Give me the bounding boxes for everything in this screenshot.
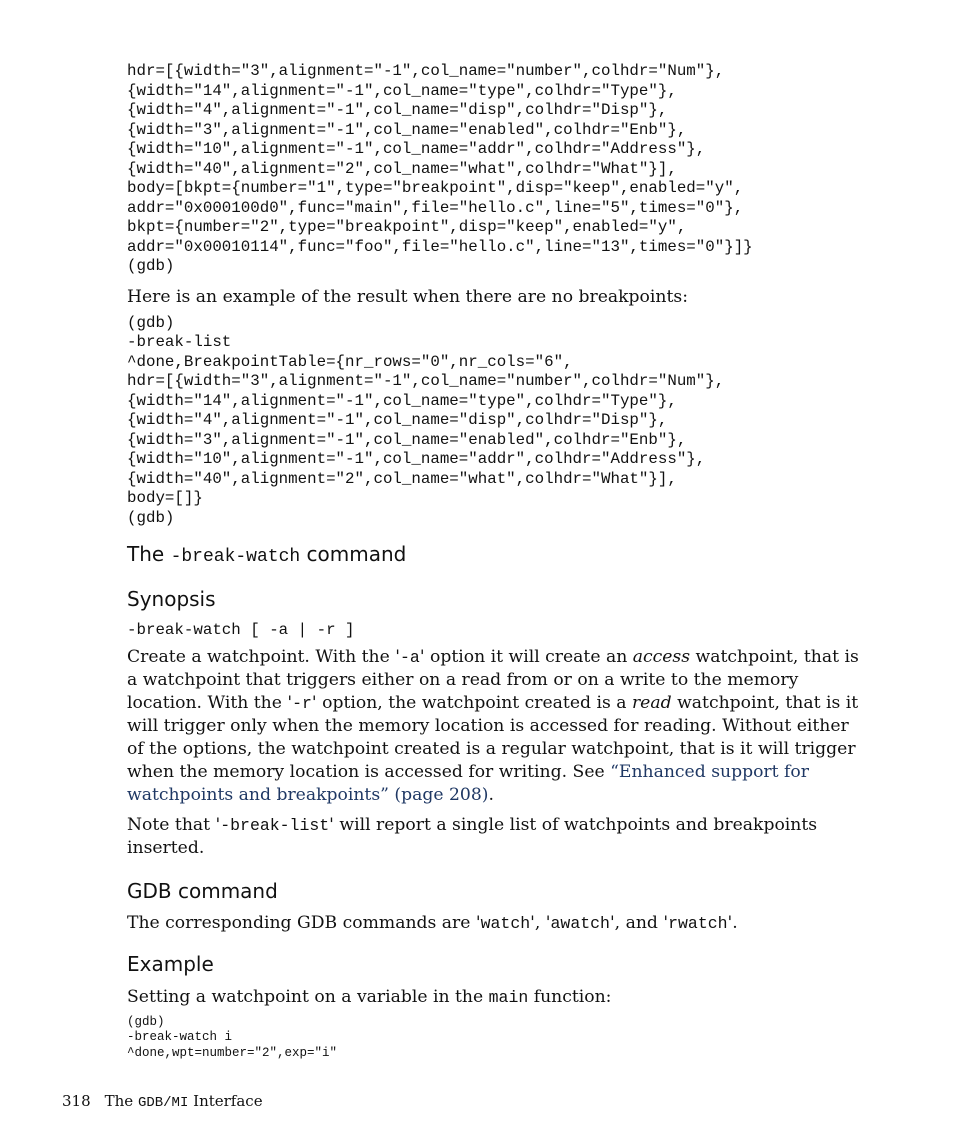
gdb-command-paragraph: The corresponding GDB commands are 'watch', 'awatch', and 'rwatch'. — [127, 912, 738, 933]
example-paragraph: Setting a watchpoint on a variable in the main function: — [127, 986, 612, 1007]
page-number: 318 — [62, 1092, 91, 1110]
description-paragraph: Create a watchpoint. With the '-a' option it will create an access watchpoint, that is a watchpoint that triggers either on a read from or on a write to the memory location. With the '-r' option, the watchpoint created is a read watchpoint, that is it will trigger only when the memory location is accessed for reading. Without either of the options, the watchpoint created is a regular watchpoint, that is it will trigger when the memory location is accessed for writing. See “Enhanced support for watchpoints and breakpoints” (page 208). — [127, 646, 859, 805]
example-heading: Example — [127, 951, 214, 976]
xref-link-watchpoints[interactable]: “Enhanced support for watchpoints and breakpoints” (page 208) — [127, 761, 809, 805]
gdb-command-heading: GDB command — [127, 878, 278, 903]
section-heading: The -break-watch command — [127, 542, 407, 567]
page-content — [127, 62, 867, 1061]
synopsis-heading: Synopsis — [127, 587, 216, 611]
page-footer: 318 The GDB/MI Interface — [62, 1092, 263, 1111]
code-block-hdr-body: hdr=[{width="3",alignment="-1",col_name="number",colhdr="Num"}, {width="14",alignment="-1",col_name="type",colhdr="Type"}, {width="4",alignment="-1",col_name="disp",colhdr="Disp"}, {width="3",alignment="-1",col_name="enabled",colhdr="Enb"}, {width="10",alignment="-1",col_name="addr",colhdr="Address"}, {width="40",alignment="2",col_name="what",colhdr="What"}], body=[bkpt={number="1",type="breakpoint",disp="keep",enabled="y", addr="0x000100d0",func="main",file="hello.c",line="5",times="0"}, bkpt={number="2",type="breakpoint",disp="keep",enabled="y", addr="0x00010114",func="foo",file="hello.c",line="13",times="0"}]} (gdb) — [127, 62, 753, 275]
paragraph-no-breakpoints: Here is an example of the result when there are no breakpoints: — [127, 286, 688, 307]
section-heading-command: -break-watch — [170, 547, 301, 567]
code-block-empty-list: (gdb) -break-list ^done,BreakpointTable={nr_rows="0",nr_cols="6", hdr=[{width="3",alignment="-1",col_name="number",colhdr="Num"}, {width="14",alignment="-1",col_name="type",colhdr="Type"}, {width="4",alignment="-1",col_name="disp",colhdr="Disp"}, {width="3",alignment="-1",col_name="enabled",colhdr="Enb"}, {width="10",alignment="-1",col_name="addr",colhdr="Address"}, {width="40",alignment="2",col_name="what",colhdr="What"}], body=[]} (gdb) — [127, 313, 725, 527]
synopsis-code: -break-watch [ -a | -r ] — [127, 621, 355, 639]
example-code: (gdb) -break-watch i ^done,wpt=number="2",exp="i" — [127, 1014, 338, 1060]
note-paragraph: Note that '-break-list' will report a single list of watchpoints and breakpoints inserted. — [127, 814, 818, 858]
